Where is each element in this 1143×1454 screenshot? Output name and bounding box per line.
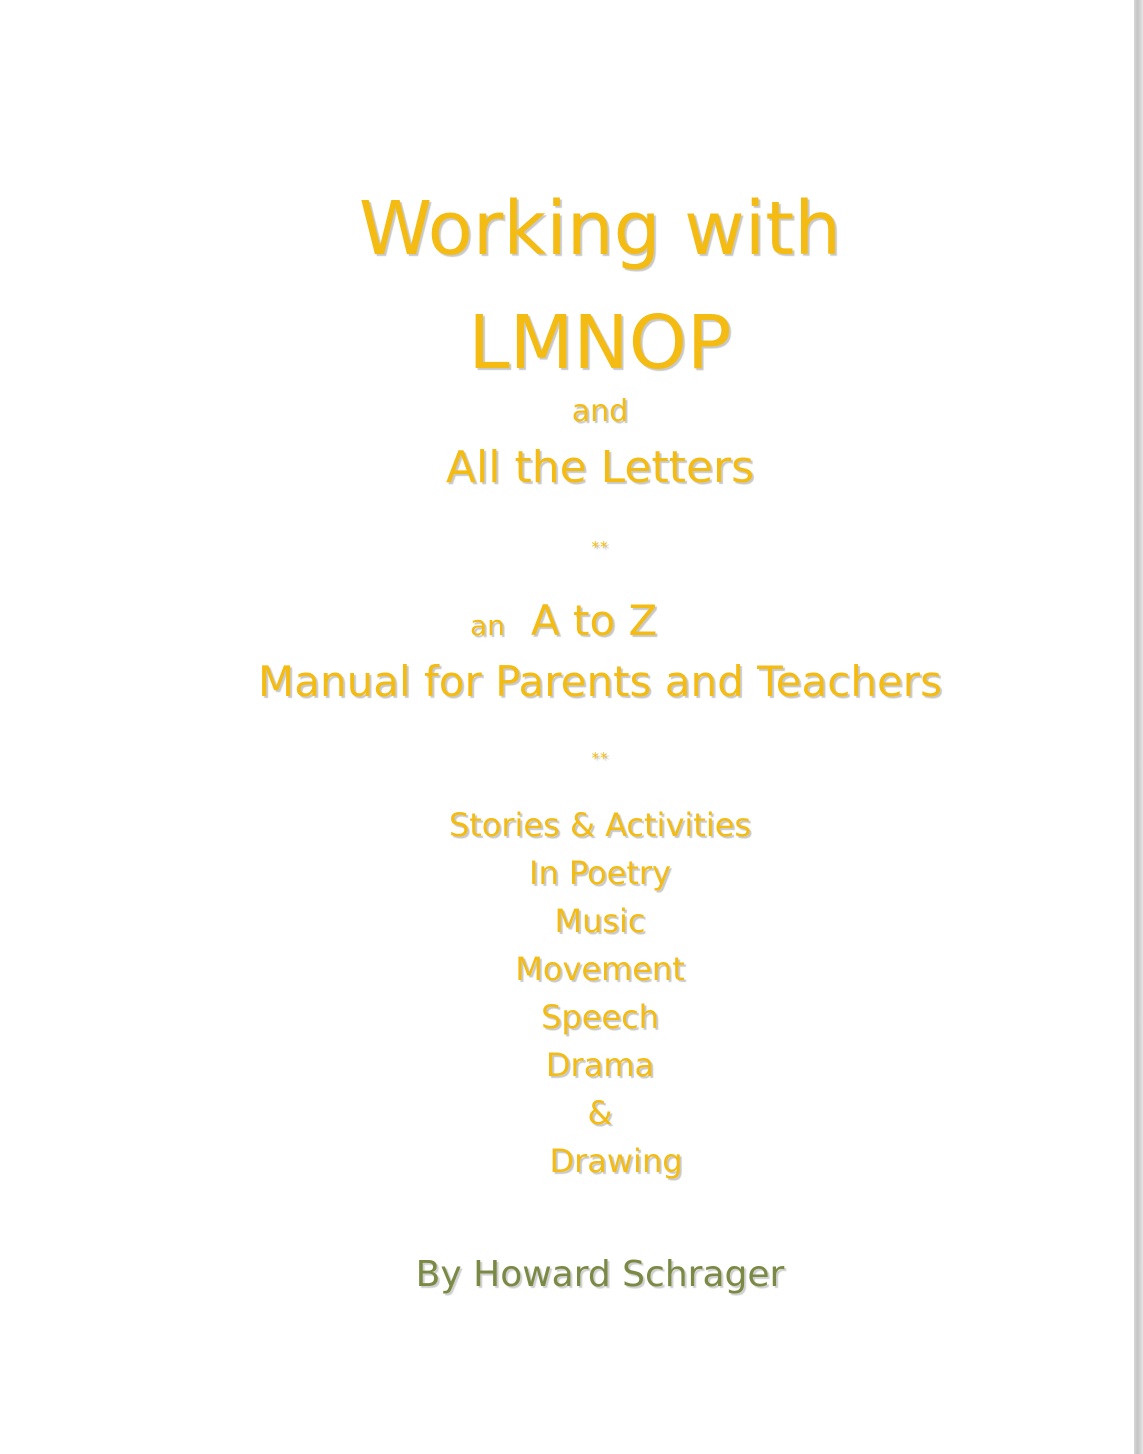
title-line-3: All the Letters xyxy=(445,442,755,493)
title-and: and xyxy=(571,394,629,429)
subtitle-line-2: Manual for Parents and Teachers xyxy=(258,657,942,706)
title-line-1: Working with xyxy=(358,186,842,272)
page-edge-shadow xyxy=(1134,0,1143,1454)
topic-item: Drawing xyxy=(549,1142,683,1180)
subtitle-an: an xyxy=(470,609,505,642)
separator-stars-1: ** xyxy=(591,538,609,556)
title-line-2: LMNOP xyxy=(468,300,732,386)
topic-item: In Poetry xyxy=(529,854,671,892)
separator-stars-2: ** xyxy=(591,749,609,767)
topics-list xyxy=(0,806,1143,1190)
topic-item: & xyxy=(587,1094,613,1132)
topic-item: Speech xyxy=(541,998,659,1036)
author-byline: By Howard Schrager xyxy=(415,1254,785,1295)
subtitle-line-1 xyxy=(470,596,658,645)
topic-item: Movement xyxy=(515,950,685,988)
topic-item: Drama xyxy=(545,1046,655,1084)
topic-item: Stories & Activities xyxy=(448,806,752,844)
topic-item: Music xyxy=(554,902,646,940)
subtitle-a-to-z: A to Z xyxy=(530,596,658,645)
